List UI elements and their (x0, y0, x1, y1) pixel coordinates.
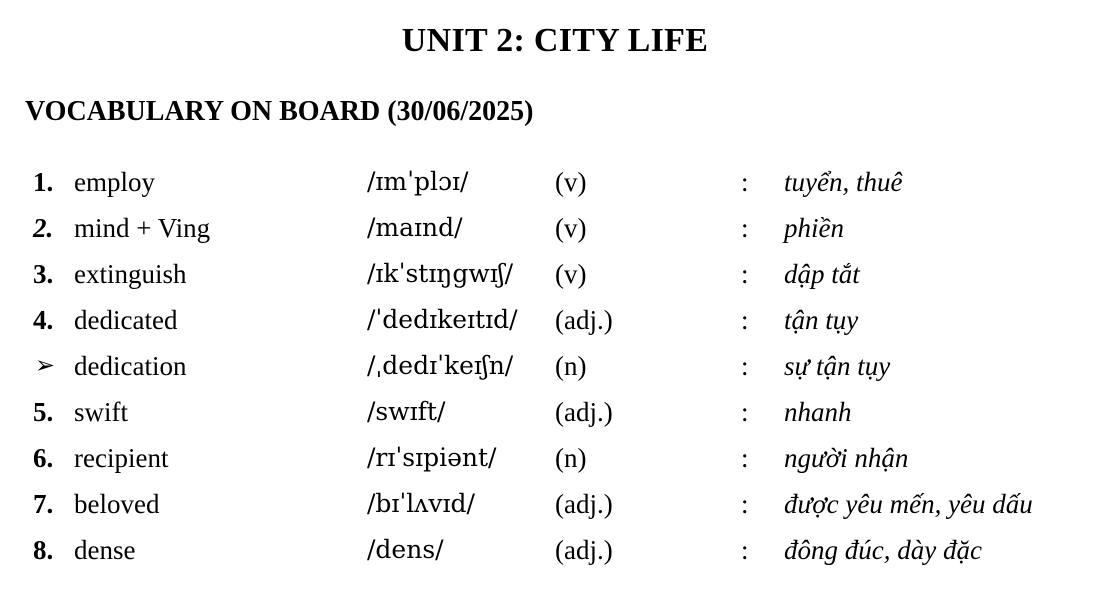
vocab-meaning: người nhận (784, 443, 909, 473)
item-number: 8. (33, 535, 54, 565)
vocab-word: beloved (74, 489, 160, 519)
vocab-word: mind + Ving (74, 213, 211, 243)
vocab-row-dedicated (0, 300, 1120, 346)
vocab-separator: : (741, 397, 749, 427)
vocab-meaning: tận tụy (784, 305, 859, 335)
vocab-word: dedicated (74, 305, 178, 335)
item-number: 3. (33, 259, 54, 289)
arrow-bullet-icon: ➢ (35, 353, 56, 379)
vocab-word: extinguish (74, 259, 187, 289)
item-number: 6. (33, 443, 54, 473)
vocab-meaning: đông đúc, dày đặc (784, 535, 982, 565)
vocab-separator: : (741, 167, 749, 197)
vocab-row-swift (0, 392, 1120, 438)
vocab-part-of-speech: (v) (555, 167, 587, 197)
section-heading: VOCABULARY ON BOARD (30/06/2025) (25, 96, 534, 127)
vocab-row-dedication (0, 346, 1120, 392)
vocab-row-recipient (0, 438, 1120, 484)
vocab-separator: : (741, 535, 749, 565)
vocab-word: swift (74, 397, 128, 427)
vocab-pronunciation: /swɪft/ (367, 397, 446, 426)
vocab-pronunciation: /dens/ (367, 535, 444, 564)
vocab-separator: : (741, 305, 749, 335)
vocab-pronunciation: /rɪˈsɪpiənt/ (367, 443, 497, 472)
vocab-meaning: sự tận tụy (784, 351, 891, 381)
vocab-row-dense (0, 530, 1120, 576)
item-number: 5. (33, 397, 54, 427)
vocab-meaning: được yêu mến, yêu dấu (784, 489, 1033, 519)
vocab-part-of-speech: (adj.) (555, 489, 613, 519)
vocab-word: dedication (74, 351, 187, 381)
vocab-part-of-speech: (v) (555, 259, 587, 289)
vocab-part-of-speech: (adj.) (555, 397, 613, 427)
vocab-row-extinguish (0, 254, 1120, 300)
vocab-separator: : (741, 351, 749, 381)
vocab-pronunciation: /bɪˈlʌvɪd/ (367, 489, 475, 518)
vocabulary-list (0, 162, 1120, 576)
vocab-pronunciation: /maɪnd/ (367, 213, 463, 242)
page-title: UNIT 2: CITY LIFE (401, 22, 709, 59)
vocab-meaning: phiền (784, 213, 844, 243)
vocab-meaning: dập tắt (784, 259, 860, 289)
vocab-pronunciation: /ɪmˈplɔɪ/ (367, 167, 469, 196)
vocab-separator: : (741, 213, 749, 243)
vocab-word: employ (74, 167, 155, 197)
vocab-part-of-speech: (n) (555, 351, 587, 381)
vocab-part-of-speech: (adj.) (555, 535, 613, 565)
vocab-separator: : (741, 443, 749, 473)
vocab-part-of-speech: (n) (555, 443, 587, 473)
vocab-part-of-speech: (adj.) (555, 305, 613, 335)
vocab-separator: : (741, 259, 749, 289)
vocab-meaning: nhanh (784, 397, 852, 427)
item-number: 7. (33, 489, 54, 519)
vocab-row-employ (0, 162, 1120, 208)
vocab-separator: : (741, 489, 749, 519)
item-number: 2. (33, 213, 54, 243)
vocab-pronunciation: /ˈdedɪkeɪtɪd/ (367, 305, 518, 334)
vocab-row-mind (0, 208, 1120, 254)
vocab-row-beloved (0, 484, 1120, 530)
vocab-word: dense (74, 535, 136, 565)
item-number: 4. (33, 305, 54, 335)
vocab-pronunciation: /ˌdedɪˈkeɪʃn/ (367, 351, 514, 380)
item-number: 1. (33, 167, 54, 197)
vocab-part-of-speech: (v) (555, 213, 587, 243)
vocab-pronunciation: /ɪkˈstɪŋgwɪʃ/ (367, 259, 514, 288)
vocab-word: recipient (74, 443, 169, 473)
vocab-meaning: tuyển, thuê (784, 167, 903, 197)
